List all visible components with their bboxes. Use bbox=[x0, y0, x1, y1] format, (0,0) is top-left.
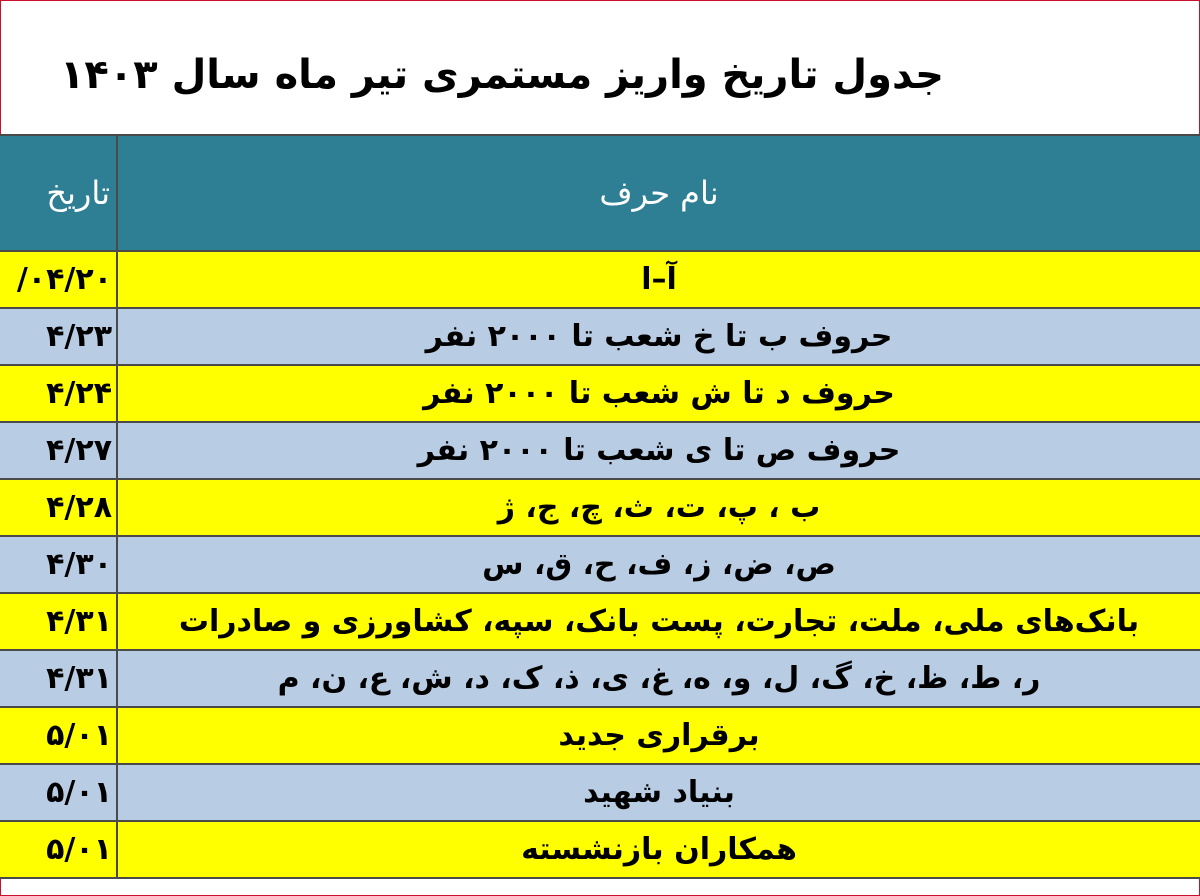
schedule-table bbox=[0, 134, 1200, 879]
date-cell: ۴/۳۱ bbox=[0, 651, 118, 706]
table-row bbox=[0, 594, 1200, 651]
date-cell: ۴/۳۰ bbox=[0, 537, 118, 592]
name-cell: حروف د تا ش شعب تا ۲۰۰۰ نفر bbox=[423, 376, 895, 411]
date-cell: ۴/۲۸ bbox=[0, 480, 118, 535]
table-row bbox=[0, 537, 1200, 594]
date-cell: ۴/۲۷ bbox=[0, 423, 118, 478]
name-cell: ص، ض، ز، ف، ح، ق، س bbox=[482, 547, 836, 582]
date-cell: ۴/۲۴ bbox=[0, 366, 118, 421]
date-cell: ۴/۲۳ bbox=[0, 309, 118, 364]
table-row bbox=[0, 708, 1200, 765]
table-row bbox=[0, 423, 1200, 480]
date-cell: ۴/۳۱ bbox=[0, 594, 118, 649]
name-cell: بنیاد شهید bbox=[583, 775, 735, 810]
date-cell: /۰۴/۲۰ bbox=[0, 252, 118, 307]
name-cell: حروف ب تا خ شعب تا ۲۰۰۰ نفر bbox=[425, 319, 893, 354]
name-cell: همکاران بازنشسته bbox=[521, 832, 797, 867]
table-row bbox=[0, 651, 1200, 708]
table-row bbox=[0, 480, 1200, 537]
date-cell: ۵/۰۱ bbox=[0, 708, 118, 763]
table-row bbox=[0, 765, 1200, 822]
name-cell: ب ، پ، ت، ث، چ، ج، ژ bbox=[497, 490, 821, 525]
table-row bbox=[0, 366, 1200, 423]
header-name: نام حرف bbox=[599, 174, 719, 212]
name-cell: حروف ص تا ی شعب تا ۲۰۰۰ نفر bbox=[417, 433, 901, 468]
table-row bbox=[0, 309, 1200, 366]
table-row bbox=[0, 822, 1200, 879]
date-cell: ۵/۰۱ bbox=[0, 822, 118, 877]
header-date: تاریخ bbox=[0, 136, 118, 250]
date-cell: ۵/۰۱ bbox=[0, 765, 118, 820]
table-row bbox=[0, 252, 1200, 309]
name-cell: ر، ط، ظ، خ، گ، ل، و، ه، غ، ی، ذ، ک، د، ش، ع، ن، م bbox=[277, 661, 1041, 696]
page-title: جدول تاریخ واریز مستمری تیر ماه سال ۱۴۰۳ bbox=[60, 52, 944, 98]
table-header-row bbox=[0, 136, 1200, 252]
name-cell: برقراری جدید bbox=[558, 718, 760, 753]
name-cell: آ–ا bbox=[641, 262, 677, 297]
name-cell: بانک‌های ملی، ملت، تجارت، پست بانک، سپه، کشاورزی و صادرات bbox=[178, 604, 1140, 639]
